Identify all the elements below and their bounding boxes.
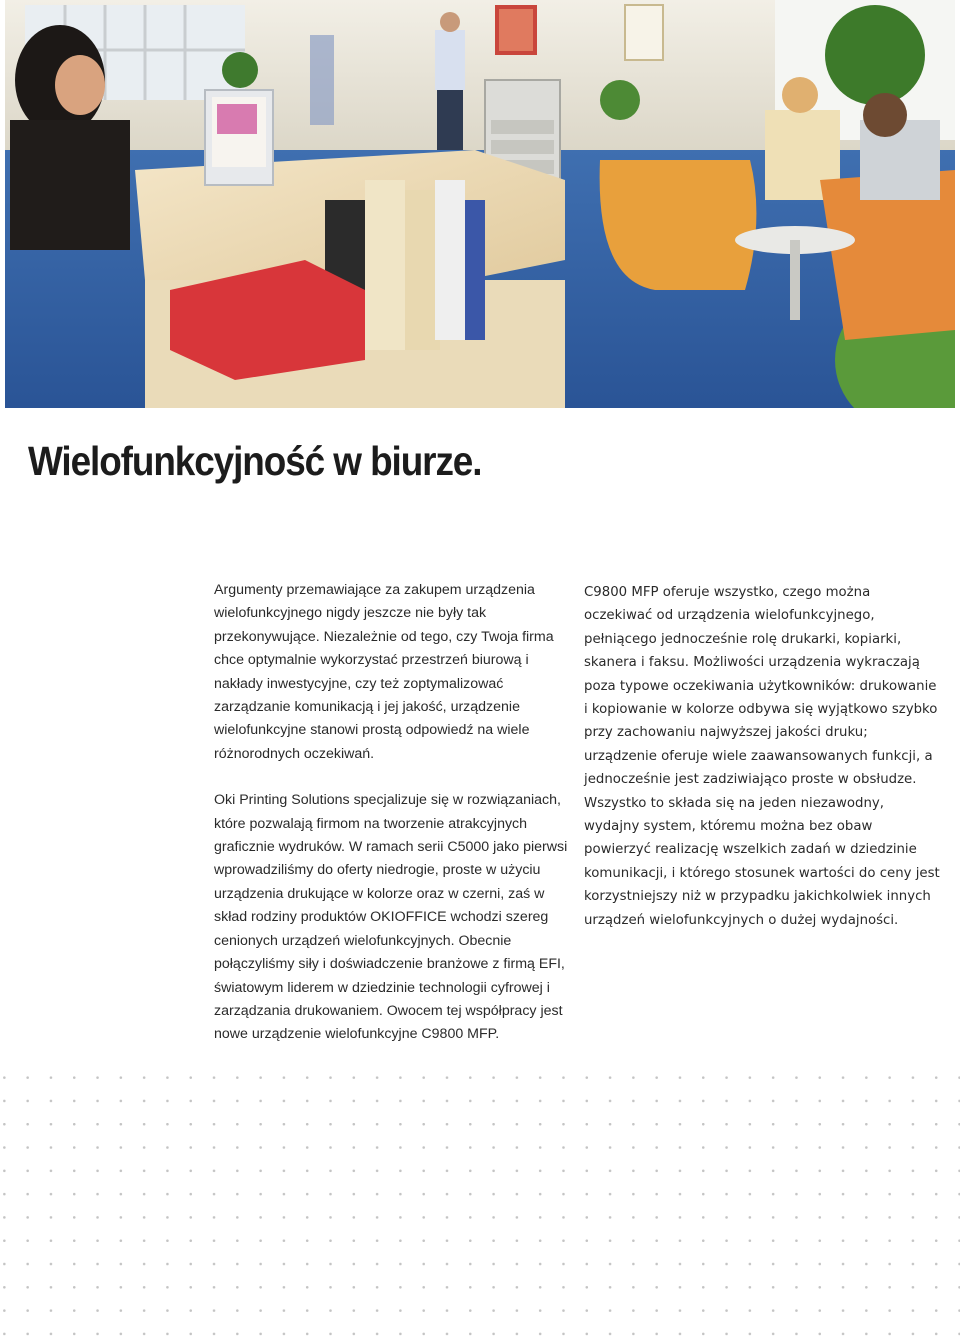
page-title: Wielofunkcyjność w biurze. (28, 438, 482, 484)
office-photo-illustration (5, 0, 955, 408)
c9800-paragraph: C9800 MFP oferuje wszystko, czego można oczekiwać od urządzenia wielofunkcyjnego, pełniącego jednocześnie rolę drukarki, kopiarki, skanera i faksu. Możliwości urządzenia wykraczają poza typowe oczekiwania użytkowników: drukowanie i kopiowanie w kolorze odbywa się wyjątkowo szybko przy zachowaniu najwyższej jakości druku; urządzenie oferuje wiele zaawansowanych funkcji, a jednocześnie jest zadziwiająco proste w obsłudze. Wszystko to składa się na jeden niezawodny, wydajny system, któremu można bez obaw powierzyć realizację wszelkich zadań w dziedzinie komunikacji, i którego stosunek wartości do ceny jest korzystniejszy niż w przypadku jakichkolwiek innych urządzeń wielofunkcyjnych o dużej wydajności. (584, 585, 940, 928)
office-photo (5, 0, 955, 408)
oki-paragraph: Oki Printing Solutions specjalizuje się w rozwiązaniach, które pozwalają firmom na tworzenie atrakcyjnych graficznie wydruków. W ramach serii C5000 jako pierwsi wprowadziliśmy do oferty niedrogie, proste w użyciu urządzenia drukujące w kolorze oraz w czerni, zaś w skład rodziny produktów OKIOFFICE wchodzi szereg cenionych urządzeń wielofunkcyjnych. Obecnie połączyliśmy siły i doświadczenie branżowe z firmą EFI, światowym liderem w dziedzinie technologii cyfrowej i zarządzania drukowaniem. Owocem tej współpracy jest nowe urządzenie wielofunkcyjne C9800 MFP. (214, 792, 568, 1043)
left-text-column (214, 579, 570, 1047)
intro-paragraph: Argumenty przemawiające za zakupem urządzenia wielofunkcyjnego nigdy jeszcze nie były tak przekonywujące. Niezależnie od tego, czy Twoja firma chce optymalnie wykorzystać przestrzeń biurową i nakłady inwestycyjne, czy też zoptymalizować zarządzanie komunikacją i jej jakość, urządzenie wielofunkcyjne stanowi prostą odpowiedź na wiele różnorodnych oczekiwań. (214, 582, 554, 762)
dot-pattern-decoration (0, 1066, 960, 1336)
right-text-column (584, 581, 940, 932)
